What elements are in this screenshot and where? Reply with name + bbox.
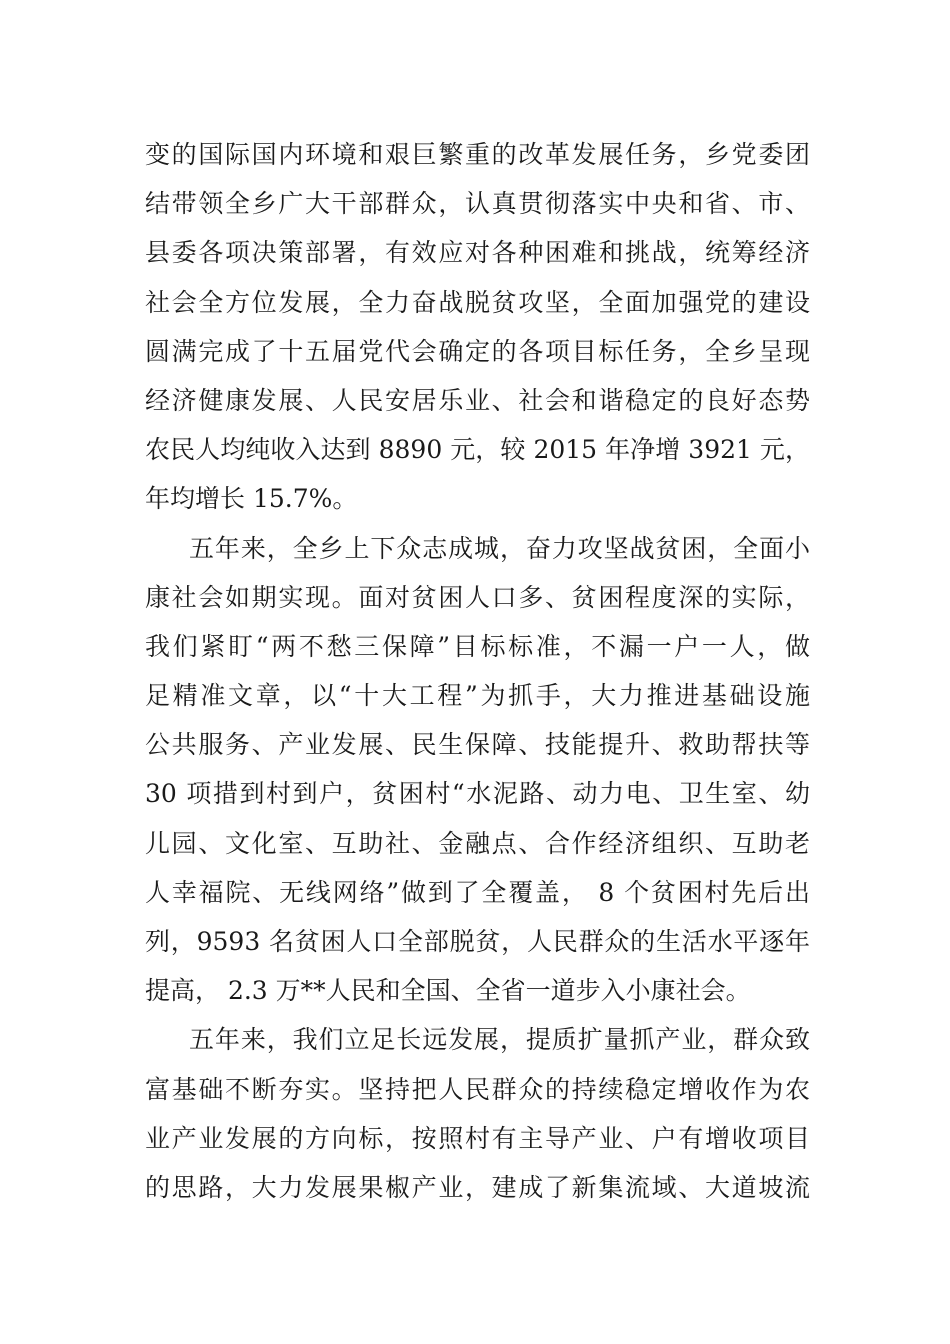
paragraph-line: 儿园、文化室、互助社、金融点、合作经济组织、互助老 — [145, 828, 810, 858]
paragraph-line: 足精准文章，以“十大工程”为抓手，大力推进基础设施 — [145, 681, 810, 711]
paragraph-line: 富基础不断夯实。坚持把人民群众的持续稳定增收作为农 — [145, 1074, 810, 1104]
paragraph-line: 五年来，我们立足长远发展，提质扩量抓产业，群众致 — [189, 1025, 810, 1055]
paragraph-line: 五年来，全乡上下众志成城，奋力攻坚战贫困，全面小 — [189, 533, 810, 563]
paragraph-1 — [145, 130, 810, 524]
paragraph-line: 圆满完成了十五届党代会确定的各项目标任务，全乡呈现 — [145, 336, 810, 366]
paragraph-3 — [145, 1015, 810, 1212]
paragraph-line: 年均增长 15.7%。 — [145, 484, 358, 514]
paragraph-line: 变的国际国内环境和艰巨繁重的改革发展任务，乡党委团 — [145, 140, 810, 169]
paragraph-line: 经济健康发展、人民安居乐业、社会和谐稳定的良好态势 — [145, 385, 810, 415]
paragraph-line: 30 项措到村到户，贫困村“水泥路、动力电、卫生室、幼 — [145, 779, 810, 809]
paragraph-line: 我们紧盯“两不愁三保障”目标标准，不漏一户一人，做 — [145, 631, 810, 661]
paragraph-line: 提高， 2.3 万**人民和全国、全省一道步入小康社会。 — [145, 976, 751, 1006]
paragraph-line: 社会全方位发展，全力奋战脱贫攻坚，全面加强党的建设 — [145, 287, 810, 317]
paragraph-line: 康社会如期实现。面对贫困人口多、贫困程度深的实际， — [145, 582, 810, 612]
paragraph-line: 人幸福院、无线网络”做到了全覆盖， 8 个贫困村先后出 — [145, 877, 810, 907]
paragraph-2 — [145, 524, 810, 1016]
paragraph-line: 农民人均纯收入达到 8890 元，较 2015 年净增 3921 元， — [145, 435, 810, 465]
paragraph-line: 县委各项决策部署，有效应对各种困难和挑战，统筹经济 — [145, 238, 810, 268]
document-body — [145, 130, 810, 1212]
paragraph-line: 结带领全乡广大干部群众，认真贯彻落实中央和省、市、 — [145, 189, 810, 219]
paragraph-line: 业产业发展的方向标，按照村有主导产业、户有增收项目 — [145, 1123, 810, 1153]
paragraph-line: 的思路，大力发展果椒产业，建成了新集流域、大道坡流 — [145, 1172, 810, 1202]
paragraph-line: 列，9593 名贫困人口全部脱贫，人民群众的生活水平逐年 — [145, 927, 810, 956]
paragraph-line: 公共服务、产业发展、民生保障、技能提升、救助帮扶等 — [145, 730, 810, 760]
